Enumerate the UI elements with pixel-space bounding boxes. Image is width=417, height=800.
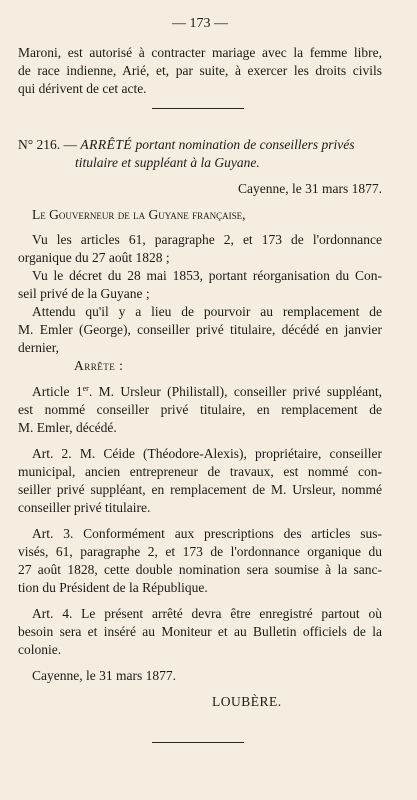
article-3-line2: visés, 61, paragraphe 2, et 173 de l'ordonnance organique du xyxy=(18,544,382,559)
preamble-attendu-line3: dernier, xyxy=(18,340,60,355)
article-2-line3: seiller privé suppléant, en remplacement de M. Ursleur, nommé xyxy=(18,482,382,497)
arrete-heading xyxy=(18,137,382,153)
preamble-gouverneur: Le Gouverneur de la Guyane française, xyxy=(32,207,246,222)
article-1-prefix: Article 1 xyxy=(32,384,83,399)
closing-place-date: Cayenne, le 31 mars 1877. xyxy=(32,668,176,683)
article-1-line3: M. Emler, décédé. xyxy=(18,420,117,435)
section-divider-top xyxy=(152,108,244,109)
article-1-line1-rest: . M. Ursleur (Philistall), conseiller privé suppléant, xyxy=(88,384,382,399)
preamble-attendu-line2: M. Emler (George), conseiller privé titulaire, décédé en janvier xyxy=(18,322,382,337)
article-3-line3: 27 août 1828, cette double nomination sera soumise à la sanc- xyxy=(18,562,382,577)
preamble-vu2-line2: seil privé de la Guyane ; xyxy=(18,286,150,301)
article-3-line1: Art. 3. Conformément aux prescriptions des articles sus- xyxy=(32,526,382,541)
article-1-line2: est nommé conseiller privé titulaire, en remplacement de xyxy=(18,402,382,417)
preamble-vu1-line2: organique du 27 août 1828 ; xyxy=(18,250,170,265)
article-2-line1: Art. 2. M. Céide (Théodore-Alexis), propriétaire, conseiller xyxy=(32,446,382,461)
intro-line-2: de race indienne, Arié, et, par suite, à exercer les droits civils xyxy=(18,63,382,78)
article-4-line2: besoin sera et inséré au Moniteur et au Bulletin officiels de la xyxy=(18,624,382,639)
article-2-line2: municipal, ancien entrepreneur de travaux, est nommé con- xyxy=(18,464,382,479)
arrete-number: N° 216. xyxy=(18,137,61,152)
arrete-title-line2: titulaire et suppléant à la Guyane. xyxy=(75,155,260,170)
article-4-line1: Art. 4. Le présent arrêté devra être enregistré partout où xyxy=(32,606,382,621)
preamble-attendu-line1: Attendu qu'il y a lieu de pourvoir au remplacement de xyxy=(32,304,382,319)
article-1-superscript: er xyxy=(82,384,89,393)
signature: LOUBÈRE. xyxy=(212,694,282,709)
page-number: — 173 — xyxy=(172,16,228,31)
intro-line-3: qui dérivent de cet acte. xyxy=(18,81,147,96)
preamble-vu2-line1: Vu le décret du 28 mai 1853, portant réorganisation du Con- xyxy=(32,268,382,283)
arrete-place-date: Cayenne, le 31 mars 1877. xyxy=(238,181,382,196)
arrete-title-word: ARRÊTÉ xyxy=(80,137,133,152)
arrete-label: Arrête : xyxy=(74,358,124,373)
section-divider-bottom xyxy=(152,742,244,743)
preamble-vu1-line1: Vu les articles 61, paragraphe 2, et 173 de l'ordonnance xyxy=(32,232,382,247)
intro-line-1: Maroni, est autorisé à contracter mariage avec la femme libre, xyxy=(18,45,382,60)
arrete-dash: — xyxy=(63,137,78,152)
arrete-title-rest: portant nomination de conseillers privés xyxy=(135,137,355,152)
article-2-line4: conseiller privé titulaire. xyxy=(18,500,151,515)
article-1-line1 xyxy=(18,384,382,400)
article-3-line4: tion du Président de la République. xyxy=(18,580,208,595)
article-4-line3: colonie. xyxy=(18,642,62,657)
